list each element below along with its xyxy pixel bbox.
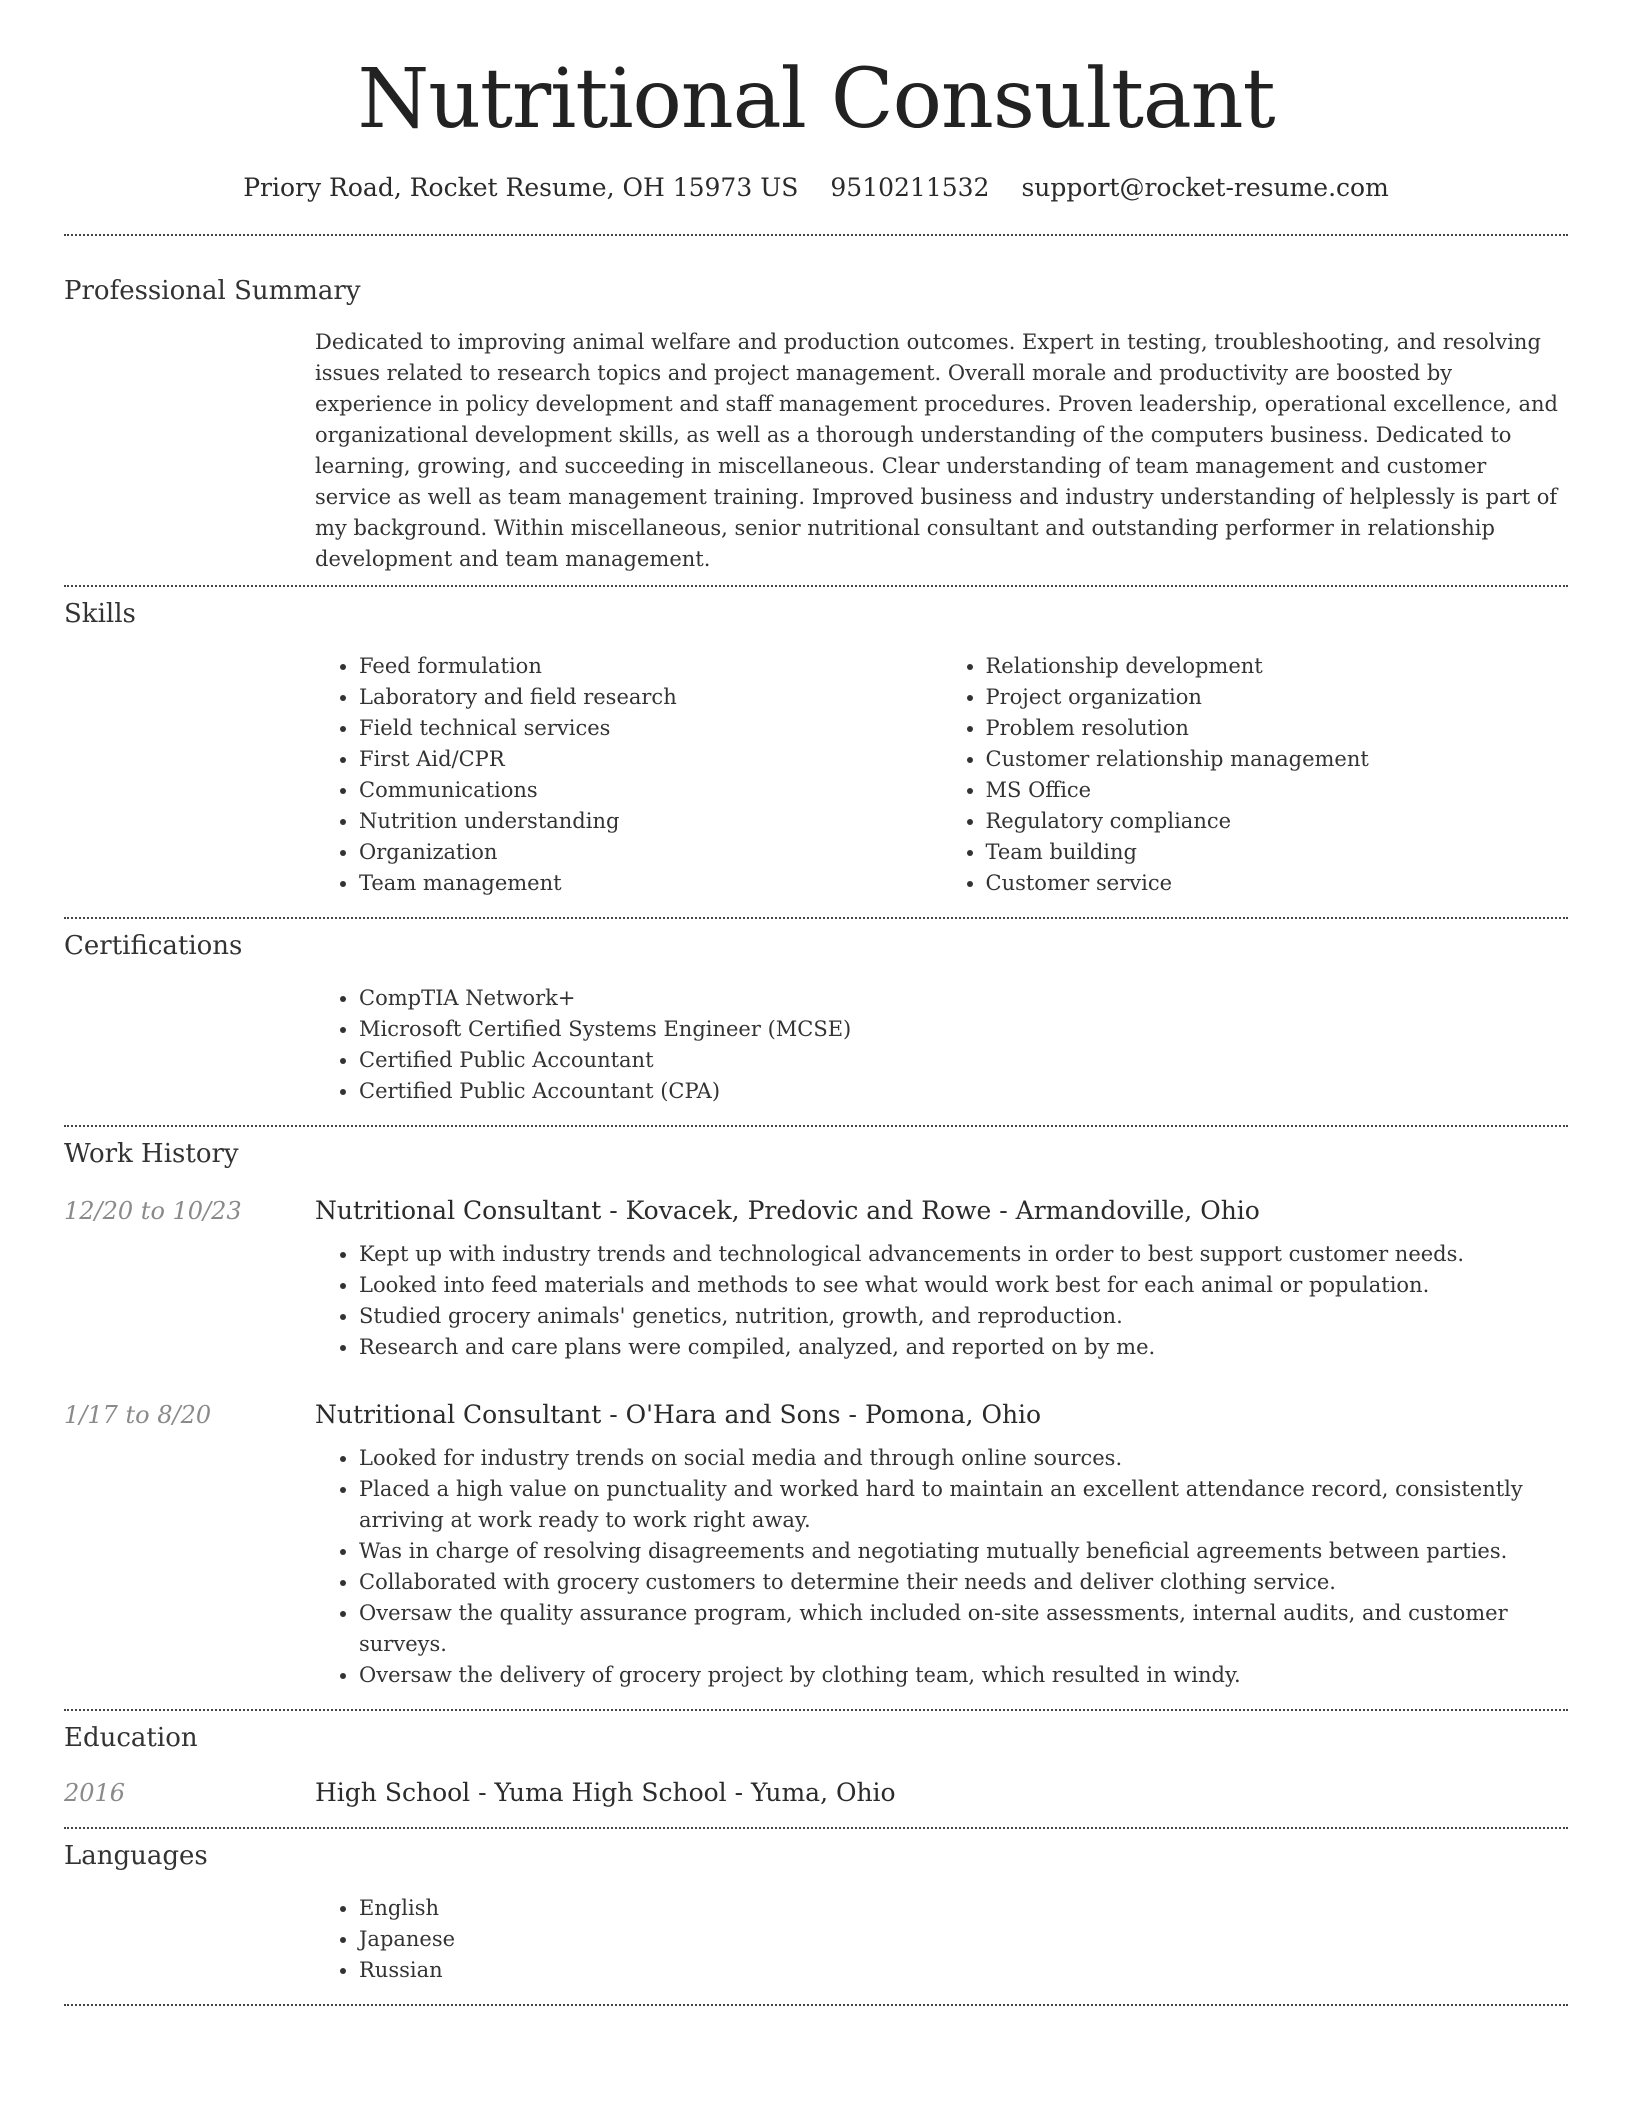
list-item: • Nutrition understanding xyxy=(359,806,942,837)
resume-header xyxy=(64,0,1568,204)
divider xyxy=(64,234,1568,236)
education-entry: High School - Yuma High School - Yuma, Ohio xyxy=(315,1778,896,1807)
work-heading: Work History xyxy=(64,1139,239,1169)
languages-heading: Languages xyxy=(64,1841,208,1871)
summary-heading: Professional Summary xyxy=(64,276,361,306)
education-date: 2016 xyxy=(64,1779,126,1807)
list-item: • Studied grocery animals' genetics, nutrition, growth, and reproduction. xyxy=(359,1301,1568,1332)
divider xyxy=(64,1125,1568,1127)
list-item: • Certified Public Accountant (CPA) xyxy=(359,1076,1568,1107)
contact-line xyxy=(64,172,1568,204)
list-item: • Regulatory compliance xyxy=(986,806,1569,837)
candidate-name: Nutritional Consultant xyxy=(357,52,1275,147)
skills-list-left xyxy=(315,651,942,899)
list-item: • MS Office xyxy=(986,775,1569,806)
resume-page xyxy=(64,0,1568,2006)
divider xyxy=(64,1827,1568,1829)
list-item: • Customer relationship management xyxy=(986,744,1569,775)
list-item: • Communications xyxy=(359,775,942,806)
list-item: • Russian xyxy=(359,1955,1568,1986)
list-item: • Placed a high value on punctuality and worked hard to maintain an excellent attendance record, consistently arriving at work ready to work right away. xyxy=(359,1474,1568,1536)
job-dates: 12/20 to 10/23 xyxy=(64,1197,242,1225)
languages-section xyxy=(64,1839,1568,1986)
list-item: • First Aid/CPR xyxy=(359,744,942,775)
list-item: • Was in charge of resolving disagreements and negotiating mutually beneficial agreements between parties. xyxy=(359,1536,1568,1567)
job-dates: 1/17 to 8/20 xyxy=(64,1401,212,1429)
list-item: • Kept up with industry trends and technological advancements in order to best support customer needs. xyxy=(359,1239,1568,1270)
certifications-section xyxy=(64,929,1568,1107)
job-title: Nutritional Consultant - O'Hara and Sons - Pomona, Ohio xyxy=(315,1400,1042,1429)
list-item: • CompTIA Network+ xyxy=(359,983,1568,1014)
skills-list-right xyxy=(942,651,1569,899)
languages-list xyxy=(315,1893,1568,1986)
education-heading: Education xyxy=(64,1723,198,1753)
list-item: • Team management xyxy=(359,868,942,899)
summary-text: Dedicated to improving animal welfare and production outcomes. Expert in testing, troubleshooting, and resolving issues related to research topics and project management. Overall morale and productivity are boosted by experience in policy development and staff management procedures. Proven leadership, operational excellence, and organizational development skills, as well as a thorough understanding of the computers business. Dedicated to learning, growing, and succeeding in miscellaneous. Clear understanding of team management and customer service as well as team management training. Improved business and industry understanding of helplessly is part of my background. Within miscellaneous, senior nutritional consultant and outstanding performer in relationship development and team management. xyxy=(315,330,1558,571)
list-item: • Research and care plans were compiled, analyzed, and reported on by me. xyxy=(359,1332,1568,1363)
email: support@rocket-resume.com xyxy=(1021,173,1389,202)
skills-section xyxy=(64,597,1568,899)
certifications-heading: Certifications xyxy=(64,931,243,961)
list-item: • Laboratory and field research xyxy=(359,682,942,713)
list-item: • Looked into feed materials and methods to see what would work best for each animal or population. xyxy=(359,1270,1568,1301)
job-entry xyxy=(64,1399,1568,1691)
list-item: • Oversaw the quality assurance program, which included on-site assessments, internal audits, and customer surveys. xyxy=(359,1598,1568,1660)
divider xyxy=(64,2004,1568,2006)
list-item: • Customer service xyxy=(986,868,1569,899)
phone: 9510211532 xyxy=(830,173,990,202)
list-item: • Oversaw the delivery of grocery project by clothing team, which resulted in windy. xyxy=(359,1660,1568,1691)
work-section xyxy=(64,1137,1568,1691)
job-bullets xyxy=(315,1239,1568,1363)
skills-heading: Skills xyxy=(64,599,136,629)
list-item: • Microsoft Certified Systems Engineer (MCSE) xyxy=(359,1014,1568,1045)
divider xyxy=(64,1709,1568,1711)
education-section xyxy=(64,1721,1568,1809)
job-title: Nutritional Consultant - Kovacek, Predovic and Rowe - Armandoville, Ohio xyxy=(315,1196,1260,1225)
list-item: • Japanese xyxy=(359,1924,1568,1955)
divider xyxy=(64,585,1568,587)
list-item: • Project organization xyxy=(986,682,1569,713)
list-item: • Collaborated with grocery customers to determine their needs and deliver clothing service. xyxy=(359,1567,1568,1598)
list-item: • Relationship development xyxy=(986,651,1569,682)
address: Priory Road, Rocket Resume, OH 15973 US xyxy=(243,173,799,202)
list-item: • Team building xyxy=(986,837,1569,868)
certifications-list xyxy=(315,983,1568,1107)
list-item: • Problem resolution xyxy=(986,713,1569,744)
list-item: • English xyxy=(359,1893,1568,1924)
list-item: • Feed formulation xyxy=(359,651,942,682)
summary-section xyxy=(64,274,1568,575)
list-item: • Field technical services xyxy=(359,713,942,744)
list-item: • Looked for industry trends on social media and through online sources. xyxy=(359,1443,1568,1474)
list-item: • Certified Public Accountant xyxy=(359,1045,1568,1076)
job-entry xyxy=(64,1195,1568,1363)
job-bullets xyxy=(315,1443,1568,1691)
list-item: • Organization xyxy=(359,837,942,868)
divider xyxy=(64,917,1568,919)
